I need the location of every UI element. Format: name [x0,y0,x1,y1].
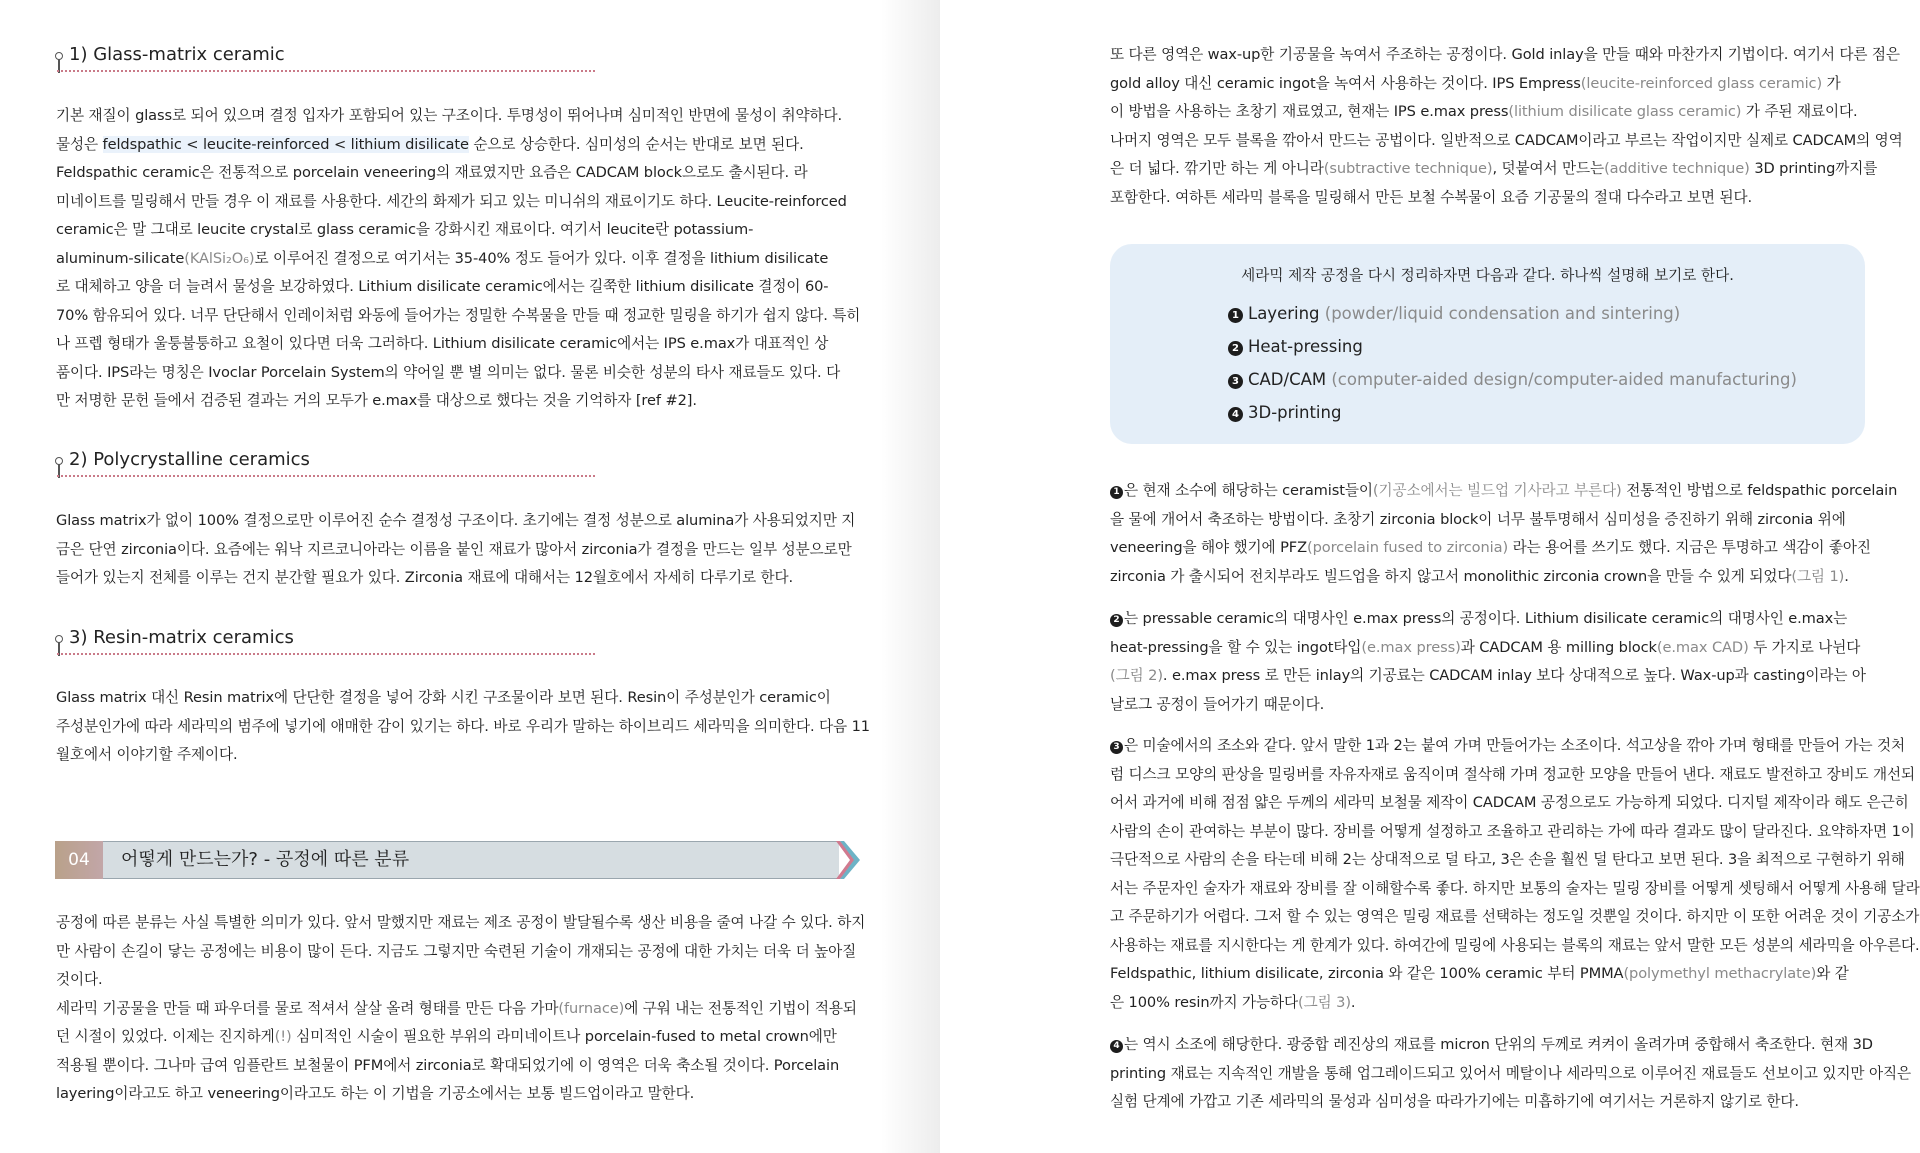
text-segment: (기공소에서는 빌드업 기사라고 부른다) [1372,482,1622,499]
text-segment: aluminum-silicate [56,249,185,267]
text-line [1110,98,1903,127]
text-segment: 물성은 [56,135,103,153]
paragraph-layering [1110,477,1897,591]
right-page [940,0,1920,1153]
text-line [56,302,860,331]
text-segment: . [1844,567,1849,585]
number-2-icon: 2 [1228,341,1243,356]
text-line [56,273,860,302]
text-line [1110,1088,1911,1117]
text-segment: 금은 단연 zirconia이다. 요즘에는 워낙 지르코니아라는 이름을 붙인 재료가 많아서 zirconia가 결정을 만드는 일부 성분으로만 [56,540,852,558]
text-line [1110,789,1920,818]
text-line [1110,41,1903,70]
chapter-number: 04 [55,841,103,879]
text-segment: 극단적으로 사람의 손을 타는데 비해 2는 상대적으로 덜 타고, 3은 손을 훨씬 덜 탄다고 보면 된다. 3을 최적으로 구현하기 위해 [1110,851,1905,868]
text-line [56,188,860,217]
text-segment: 은 더 넓다. 깎기만 하는 게 아니라 [1110,160,1324,177]
text-segment: 는 pressable ceramic의 대명사인 e.max press의 공정이다. Lithium disilicate ceramic의 대명사인 e.max는 [1124,610,1848,627]
text-line [1110,732,1920,761]
text-segment: 포함한다. 여하튼 세라믹 블록을 밀링해서 만든 보철 수복물이 요즘 기공물의 절대 다수라고 보면 된다. [1110,188,1752,206]
text-segment: (polymethyl methacrylate) [1623,965,1817,982]
text-segment: 두 가지로 나뉜다 [1748,638,1861,656]
text-segment: 가 [1822,74,1841,92]
text-segment: 심미적인 시술이 필요한 부위의 라미네이트나 porcelain-fused to metal crown에만 [291,1028,837,1045]
text-segment: 주성분인가에 따라 세라믹의 범주에 넣기에 애매한 감이 있기는 하다. 바로 우리가 말하는 하이브리드 세라믹을 의미한다. 다음 11 [56,717,870,735]
text-line [1110,761,1920,790]
text-line [56,387,860,416]
text-line [1110,70,1903,99]
text-segment: 로 이루어진 결정으로 여기서는 35-40% 정도 들어가 있다. 이후 결정을 lithium disilicate [254,249,829,267]
text-segment: ceramic은 말 그대로 leucite crystal로 glass ceramic을 강화시킨 재료이다. 여기서 leucite란 potassium- [56,221,754,238]
chapter-title: 어떻게 만드는가? - 공정에 따른 분류 [121,849,410,870]
process-summary-box [1110,244,1865,444]
text-line [56,1023,865,1052]
text-line [56,216,860,245]
chevron-right-icon [836,841,860,879]
text-segment: 전통적인 방법으로 feldspathic porcelain [1621,482,1898,499]
text-segment: (KAlSi₂O₆) [184,249,255,267]
text-line [1110,1031,1911,1060]
number-3-icon: 3 [1228,374,1243,389]
text-segment: . [1350,993,1356,1011]
dotted-rule [57,653,595,657]
text-segment: 이 방법을 사용하는 초창기 재료였고, 현재는 IPS e.max press [1110,103,1509,120]
text-segment: 기본 재질이 glass로 되어 있으며 결정 입자가 포함되어 있는 구조이다. 투명성이 뛰어나며 심미적인 반면에 물성이 취약하다. [56,107,843,124]
step-description: (computer-aided design/computer-aided manufacturing) [1326,370,1797,389]
text-segment: (그림 2) [1110,667,1163,684]
text-line [1110,903,1920,932]
number-4-icon: 4 [1110,1040,1123,1053]
text-segment: Feldspathic ceramic은 전통적으로 porcelain veneering의 재료였지만 요즘은 CADCAM block으로도 출시된다. 라 [56,164,808,181]
text-segment: 라는 용어를 쓰기도 했다. 지금은 투명하고 색감이 좋아진 [1508,539,1871,556]
text-segment: 사람의 손이 관여하는 부분이 많다. 장비를 어떻게 설정하고 조율하고 관리하는 가에 따라 결과도 많이 달라진다. 요약하자면 1이 [1110,822,1915,840]
text-segment: 에 구워 내는 전통적인 기법이 적용되 [624,999,857,1017]
text-segment: 사용하는 재료를 지시한다는 게 한계가 있다. 하여간에 밀링에 사용되는 블록의 재료는 앞서 말한 모든 성분의 세라믹을 아우른다. [1110,936,1920,954]
text-segment: , 덧붙여서 만드는 [1492,160,1605,177]
text-segment: 는 역시 소조에 해당한다. 광중합 레진상의 재료를 micron 단위의 두께로 켜켜이 올려가며 중합해서 축조한다. 현재 3D [1124,1036,1873,1053]
text-segment: 월호에서 이야기할 주제이다. [56,746,238,763]
text-segment: 3D printing까지를 [1749,160,1878,177]
step-description: (powder/liquid condensation and sintering) [1319,304,1681,323]
box-title: 세라믹 제작 공정을 다시 정리하자면 다음과 같다. 하나씩 설명해 보기로 한다. [1241,267,1734,284]
text-line [1110,1060,1911,1089]
text-line [1110,563,1897,592]
text-segment: (그림 1) [1791,567,1845,585]
text-line [56,245,860,274]
paragraph-resin-matrix [56,684,870,770]
text-segment: 날로그 공정이 들어가기 때문이다. [1110,695,1325,713]
section-title: 1) Glass-matrix ceramic [69,44,285,65]
text-segment: printing 재료는 지속적인 개발을 통해 업그레이드되고 있어서 메탈이나 세라믹으로 이루어진 재료들도 선보이고 있지만 아직은 [1110,1064,1911,1082]
step-3d-printing [1228,403,1341,422]
text-segment: 70% 함유되어 있다. 너무 단단해서 인레이처럼 와동에 들어가는 정밀한 수복물을 만들 때 정교한 밀링을 하기가 쉽지 않다. 특히 [56,306,861,324]
text-line [1110,875,1920,904]
text-line [1110,477,1897,506]
paragraph-process-classification [56,909,865,1109]
text-segment: 순으로 상승한다. 심미성의 순서는 반대로 보면 된다. [468,135,804,153]
text-segment: (subtractive technique) [1323,160,1493,177]
text-segment: Feldspathic, lithium disilicate, zirconia 와 같은 100% ceramic 부터 PMMA [1110,965,1624,982]
text-line [1110,155,1903,184]
step-label: Heat-pressing [1248,337,1363,356]
text-segment: (additive technique) [1604,160,1750,177]
text-segment: 또 다른 영역은 wax-up한 기공물을 녹여서 주조하는 공정이다. Gold inlay을 만들 때와 마찬가지 기법이다. 여기서 다른 점은 [1110,46,1900,63]
text-segment: 미네이트를 밀링해서 만들 경우 이 재료를 사용한다. 세간의 화제가 되고 있는 미니쉬의 재료이기도 하다. Leucite-reinforced [56,192,847,210]
text-line [1110,506,1897,535]
text-segment: 만 사람이 손길이 닿는 공정에는 비용이 많이 든다. 지금도 그렇지만 숙련된 기술이 개재되는 공정에 대한 가치는 더욱 더 높아질 [56,942,857,960]
text-segment: (!) [274,1028,292,1045]
text-line [56,359,860,388]
section-heading-resin-matrix [55,627,595,657]
text-segment: 고 주문하기가 어렵다. 그저 할 수 있는 영역은 밀링 재료를 선택하는 정도일 것뿐일 것이다. 하지만 이 또한 어려운 것이 기공소가 [1110,908,1920,925]
text-line [1110,127,1903,156]
text-segment: 품이다. IPS라는 명칭은 Ivoclar Porcelain System의 약어일 뿐 별 의미는 없다. 물론 비슷한 성분의 타사 재료들도 있다. 다 [56,363,841,381]
number-4-icon: 4 [1228,407,1243,422]
text-line [1110,989,1920,1018]
text-segment: 만 저명한 문헌 들에서 검증된 결과는 거의 모두가 e.max를 대상으로 했다는 것을 기억하자 [ref #2]. [56,392,697,409]
text-segment: Glass matrix가 없이 100% 결정으로만 이루어진 순수 결정성 구조이다. 초기에는 결정 성분으로 alumina가 사용되었지만 지 [56,512,856,529]
text-line [1110,534,1897,563]
paragraph-heat-pressing [1110,605,1866,719]
text-segment: (lithium disilicate glass ceramic) [1508,103,1742,120]
text-segment: 로 대체하고 양을 더 늘려서 물성을 보강하였다. Lithium disilicate ceramic에서는 길쭉한 lithium disilicate 결정이 60- [56,278,829,295]
text-line [56,966,865,995]
text-segment: 들어가 있는지 전체를 이루는 건지 분간할 필요가 있다. Zirconia 재료에 대해서는 12월호에서 자세히 다루기로 한다. [56,569,794,586]
paragraph-cad-cam [1110,732,1920,1017]
number-1-icon: 1 [1228,308,1243,323]
text-line [1110,605,1866,634]
text-segment: veneering을 해야 했기에 PFZ [1110,539,1307,556]
number-2-icon: 2 [1110,614,1123,627]
step-cad-cam [1228,370,1797,389]
number-3-icon: 3 [1110,741,1123,754]
text-line [1110,184,1903,213]
text-line [1110,634,1866,663]
text-segment: Glass matrix 대신 Resin matrix에 단단한 결정을 넣어 강화 시킨 구조물이라 보면 된다. Resin이 주성분인가 ceramic이 [56,689,831,706]
text-line [56,909,865,938]
text-segment: 것이다. [56,971,103,988]
text-segment: (porcelain fused to zirconia) [1306,539,1509,556]
text-line [56,131,860,160]
text-segment: 와 같 [1816,965,1849,982]
text-line [56,938,865,967]
text-segment: (그림 3) [1298,993,1351,1011]
text-segment: 은 미술에서의 조소와 같다. 앞서 말한 1과 2는 붙여 가며 만들어가는 소조이다. 석고상을 깎아 가며 형태를 만들어 가는 것처 [1124,737,1906,754]
text-segment: 어서 과거에 비해 점점 얇은 두께의 세라믹 보철물 제작이 CADCAM 공정으로도 가능하게 되었다. 디지털 제작이라 해도 은근히 [1110,794,1909,811]
text-line [56,536,855,565]
left-page [0,0,940,1153]
text-line [56,102,860,131]
text-line [56,713,870,742]
text-segment: (furnace) [558,999,625,1017]
text-segment: (e.max press) [1361,638,1461,656]
text-line [56,741,870,770]
step-label: CAD/CAM [1248,370,1327,389]
text-segment: (e.max CAD) [1656,638,1749,656]
text-segment: heat-pressing을 할 수 있는 ingot타입 [1110,638,1362,656]
step-heat-pressing [1228,337,1363,356]
text-segment: layering이라고도 하고 veneering이라고도 하는 이 기법을 기공소에서는 보통 빌드업이라고 말한다. [56,1085,695,1102]
text-line [1110,662,1866,691]
text-line [1110,960,1920,989]
text-segment: 세라믹 기공물을 만들 때 파우더를 물로 적셔서 살살 올려 형태를 만든 다음 가마 [56,999,559,1017]
text-segment: . e.max press 로 만든 inlay의 기공료는 CADCAM inlay 보다 상대적으로 높다. Wax-up과 casting이라는 아 [1162,667,1866,684]
text-line [56,1052,865,1081]
paragraph-intro [1110,41,1903,212]
dotted-rule [57,475,595,479]
step-layering [1228,304,1680,323]
text-segment: 서는 주문자인 술자가 재료와 장비를 잘 이해할수록 좋다. 하지만 보통의 술자는 밀링 장비를 어떻게 셋팅해서 어떻게 사용해 달라 [1110,879,1920,897]
text-line [56,159,860,188]
text-segment: 럼 디스크 모양의 판상을 밀링버를 자유자재로 움직이며 절삭해 가며 정교한 모양을 만들어 낸다. 재료도 발전하고 장비도 개선되 [1110,765,1916,783]
text-segment: feldspathic < leucite-reinforced < lithium disilicate [102,135,469,153]
text-segment: 을 물에 개어서 축조하는 방법이다. 초창기 zirconia block이 너무 불투명해서 심미성을 증진하기 위해 zirconia 위에 [1110,510,1846,528]
paragraph-3d-printing [1110,1031,1911,1117]
text-line [56,564,855,593]
number-1-icon: 1 [1110,486,1123,499]
text-line [56,684,870,713]
paragraph-glass-matrix [56,102,860,416]
step-label: Layering [1248,304,1320,323]
paragraph-polycrystalline [56,507,855,593]
text-segment: 은 100% resin까지 가능하다 [1110,993,1298,1011]
text-segment: 나 프렙 형태가 울퉁불퉁하고 요철이 있다면 더욱 그러하다. Lithium disilicate ceramic에서는 IPS e.max가 대표적인 상 [56,335,829,352]
text-line [1110,818,1920,847]
text-line [56,330,860,359]
text-segment: 공정에 따른 분류는 사실 특별한 의미가 있다. 앞서 말했지만 재료는 제조 공정이 발달될수록 생산 비용을 줄여 나갈 수 있다. 하지 [56,914,866,931]
text-segment: 실험 단계에 가깝고 기존 세라믹의 물성과 심미성을 따라가기에는 미흡하기에 여기서는 거론하지 않기로 한다. [1110,1093,1799,1110]
text-segment: 과 CADCAM 용 milling block [1460,638,1657,656]
text-segment: 은 현재 소수에 해당하는 ceramist들이 [1124,482,1373,499]
text-line [1110,846,1920,875]
text-segment: 가 주된 재료이다. [1741,103,1858,120]
text-line [56,995,865,1024]
dotted-rule [57,70,595,74]
section-title: 3) Resin-matrix ceramics [69,627,294,648]
text-line [1110,691,1866,720]
text-segment: 적용될 뿐이다. 그나마 급여 임플란트 보철물이 PFM에서 zirconia로 확대되었기에 이 영역은 더욱 축소될 것이다. Porcelain [56,1056,840,1074]
step-label: 3D-printing [1248,403,1342,422]
chapter-banner [55,841,810,879]
text-segment: 나머지 영역은 모두 블록을 깎아서 만드는 공법이다. 일반적으로 CADCAM이라고 부르는 작업이지만 실제로 CADCAM의 영역 [1110,131,1903,149]
text-segment: zirconia 가 출시되어 전치부라도 빌드업을 하지 않고서 monolithic zirconia crown을 만들 수 있게 되었다 [1110,567,1792,585]
text-segment: (leucite-reinforced glass ceramic) [1580,74,1823,92]
section-heading-glass-matrix [55,44,595,74]
text-segment: 던 시절이 있었다. 이제는 진지하게 [56,1028,275,1045]
section-heading-polycrystalline [55,449,595,479]
text-line [56,507,855,536]
text-line [56,1080,865,1109]
section-title: 2) Polycrystalline ceramics [69,449,310,470]
text-line [1110,932,1920,961]
text-segment: gold alloy 대신 ceramic ingot을 녹여서 사용하는 것이다. IPS Empress [1110,74,1581,92]
